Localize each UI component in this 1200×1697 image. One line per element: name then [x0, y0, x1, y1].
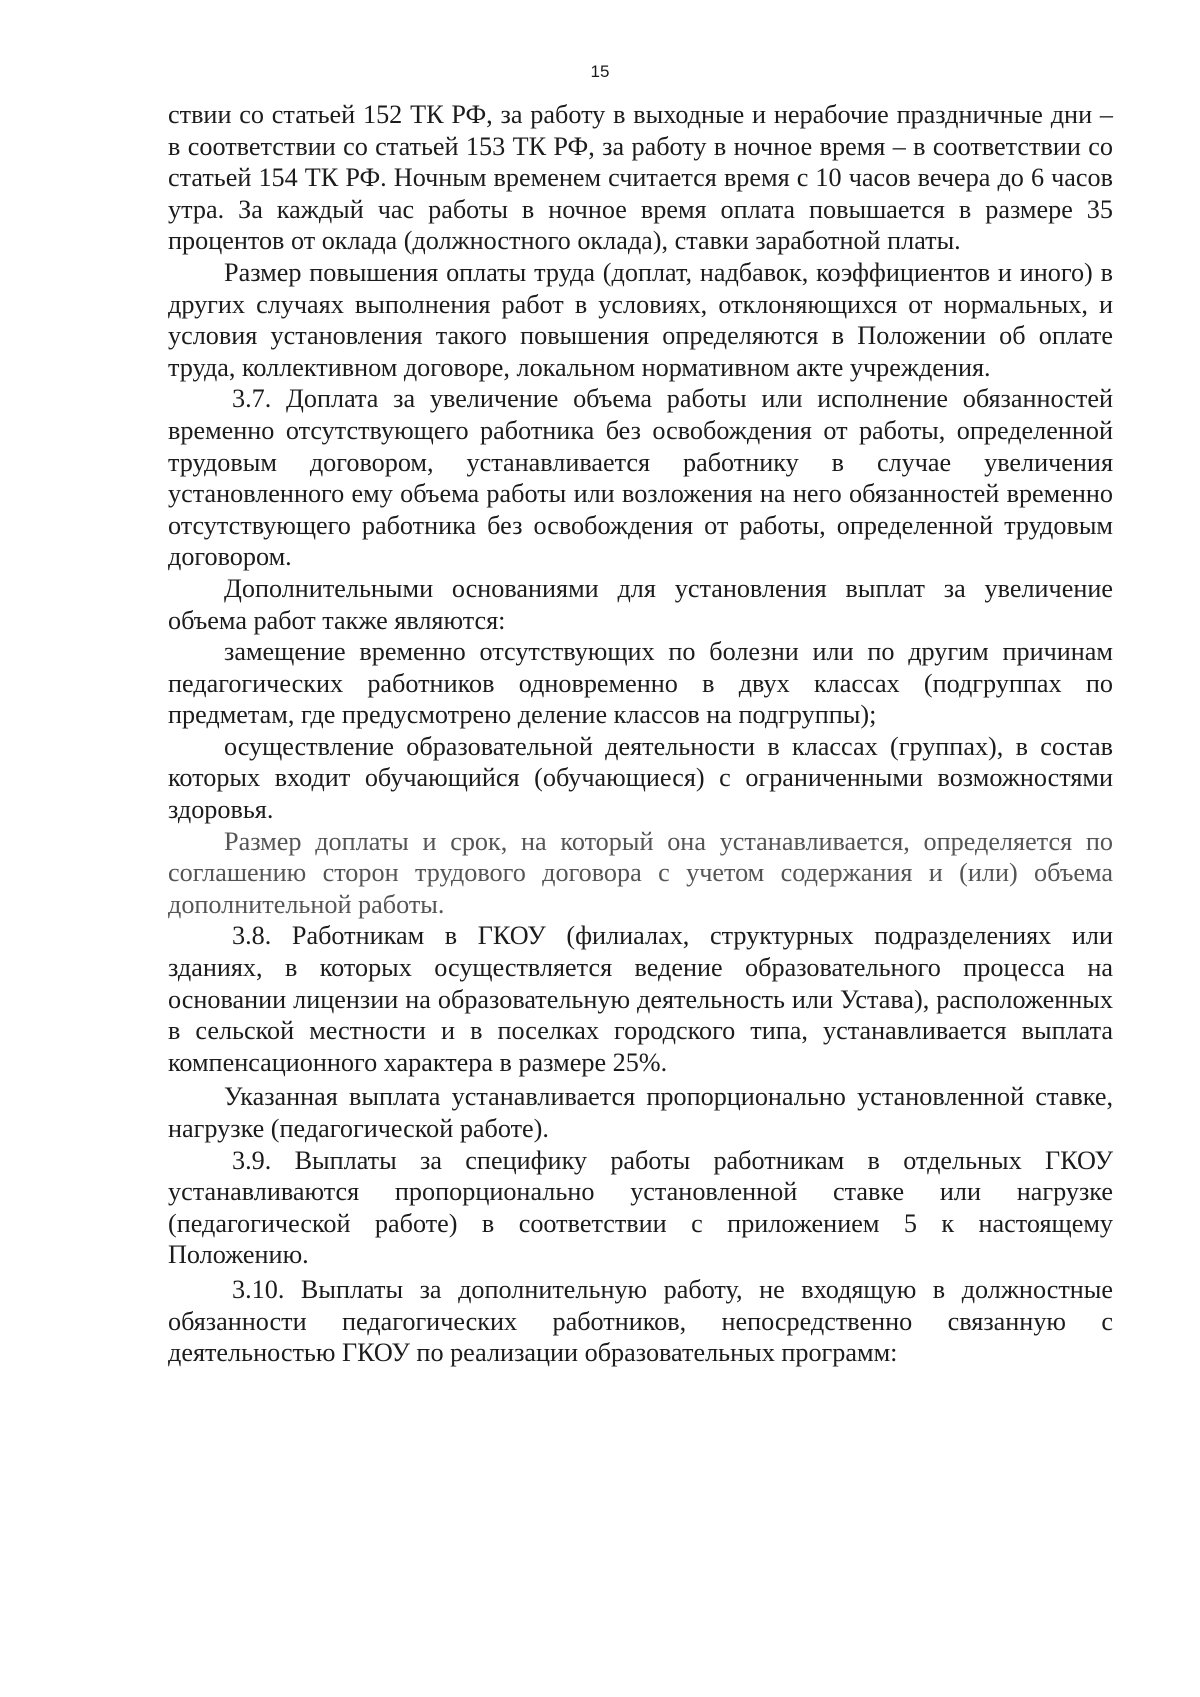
- paragraph-section-3-10: 3.10. Выплаты за дополнительную работу, не входящую в должностные обязанности педагогических работников, непосредственно связанную с деятельностью ГКОУ по реализации образовательных программ:: [168, 1274, 1113, 1368]
- paragraph-continuation: ствии со статьей 152 ТК РФ, за работу в выходные и нерабочие праздничные дни – в соответствии со статьей 153 ТК РФ, за работу в ночное время – в соответствии со статьей 154 ТК РФ. Ночным временем считается время с 10 часов вечера до 6 часов утра. За каждый час работы в ночное время оплата повышается в размере 35 процентов от оклада (должностного оклада), ставки заработной платы.: [168, 100, 1113, 256]
- paragraph-additional-grounds: Дополнительными основаниями для установления выплат за увеличение объема работ также являются:: [168, 573, 1113, 635]
- paragraph-grounds-substitution: замещение временно отсутствующих по болезни или по другим причинам педагогических работников одновременно в двух классах (подгруппах по предметам, где предусмотрено деление классов на подгруппы);: [168, 637, 1113, 730]
- paragraph-section-3-8: 3.8. Работникам в ГКОУ (филиалах, структурных подразделениях или зданиях, в которых осуществляется ведение образовательного процесса на основании лицензии на образовательную деятельность или Устава), расположенных в сельской местности и в поселках городского типа, устанавливается выплата компенсационного характера в размере 25%.: [168, 921, 1113, 1077]
- paragraph-proportional-payment: Указанная выплата устанавливается пропорционально установленной ставке, нагрузке (педагогической работе).: [168, 1082, 1113, 1143]
- paragraph-raise-size: Размер повышения оплаты труда (доплат, надбавок, коэффициентов и иного) в других случаях выполнения работ в условиях, отклоняющихся от нормальных, и условия установления такого повышения определяются в Положении об оплате труда, коллективном договоре, локальном нормативном акте учреждения.: [168, 257, 1113, 382]
- paragraph-section-3-7: 3.7. Доплата за увеличение объема работы или исполнение обязанностей временно отсутствующего работника без освобождения от работы, определенной трудовым договором, устанавливается работнику в случае увеличения установленного ему объема работы или возложения на него обязанностей временно отсутствующего работника без освобождения от работы, определенной трудовым договором.: [168, 384, 1113, 572]
- document-body: [168, 99, 1113, 1369]
- paragraph-surcharge-size: Размер доплаты и срок, на который она устанавливается, определяется по соглашению сторон трудового договора с учетом содержания и (или) объема дополнительной работы.: [168, 826, 1113, 919]
- page-number: 15: [590, 62, 610, 81]
- paragraph-section-3-9: 3.9. Выплаты за специфику работы работникам в отдельных ГКОУ устанавливаются пропорционально установленной ставке или нагрузке (педагогической работе) в соответствии с приложением 5 к настоящему Положению.: [168, 1145, 1113, 1270]
- paragraph-grounds-education: осуществление образовательной деятельности в классах (группах), в состав которых входит обучающийся (обучающиеся) с ограниченными возможностями здоровья.: [168, 731, 1113, 825]
